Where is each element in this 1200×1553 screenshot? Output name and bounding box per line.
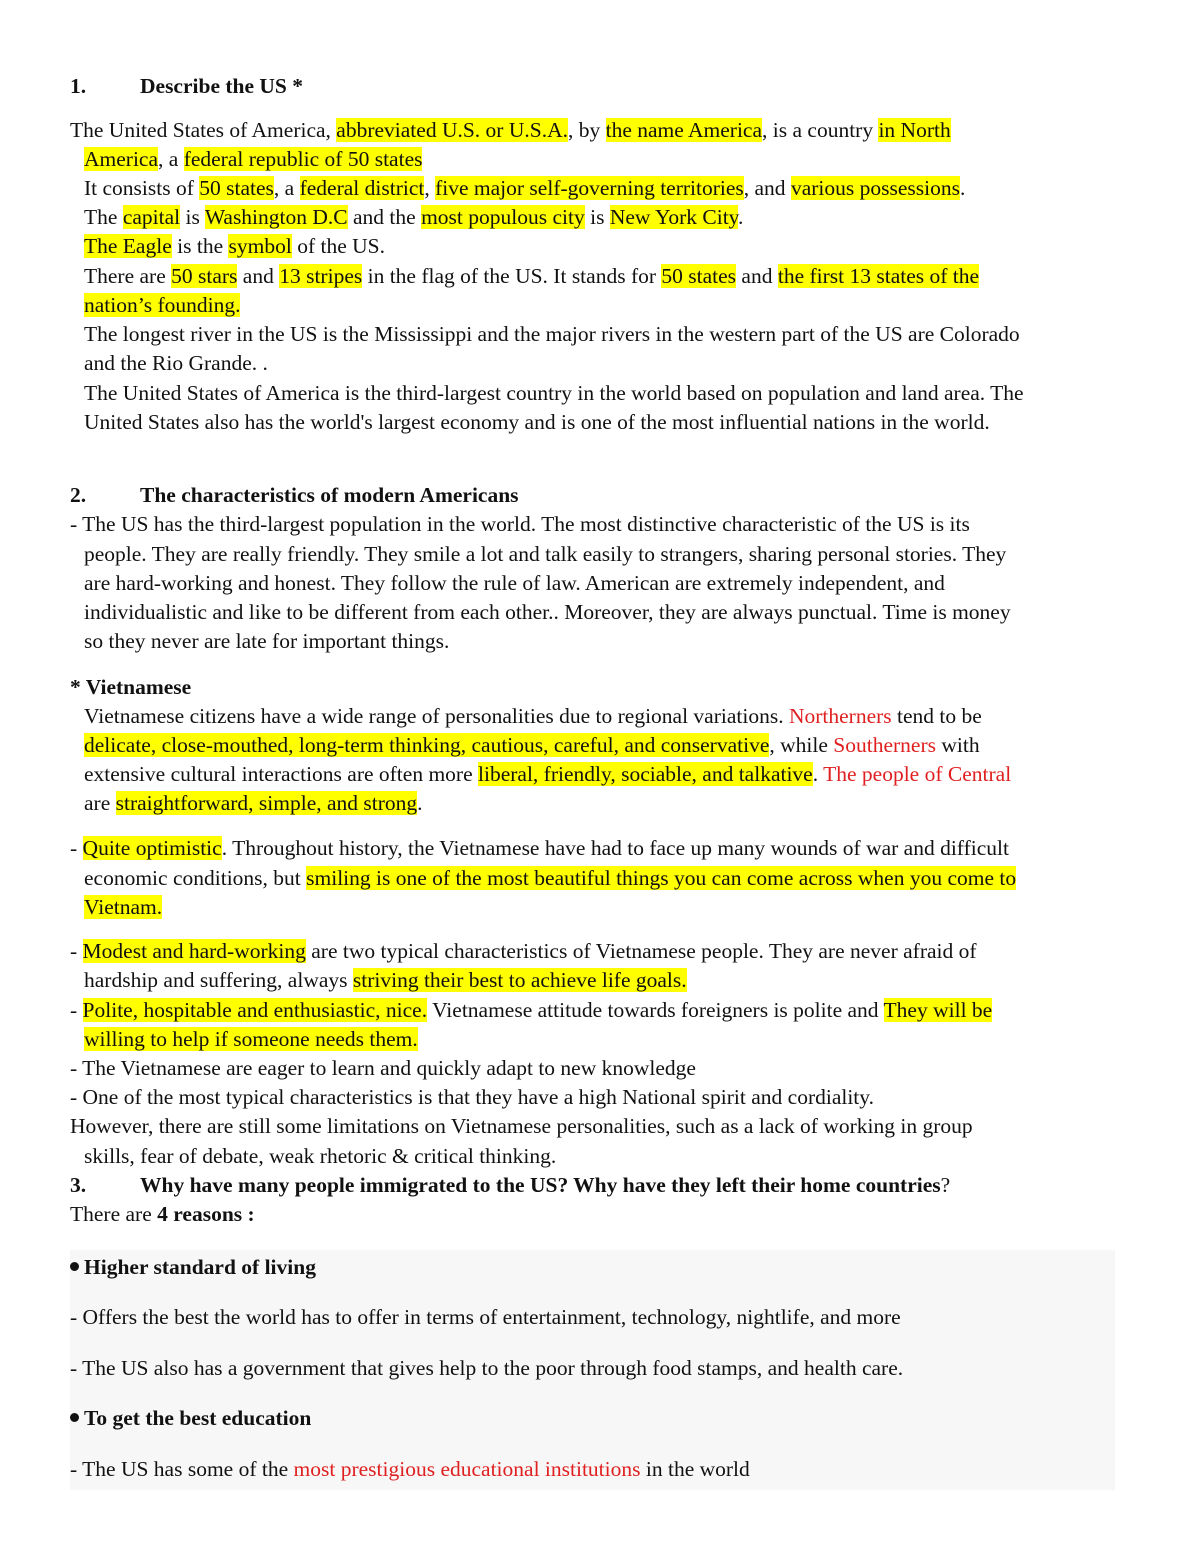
optimistic-line-2: economic conditions, but smiling is one of the most beautiful things you can come across when you come to xyxy=(84,866,1017,890)
reason-1-point-a: - Offers the best the world has to offer in terms of entertainment, technology, nightlife, and more xyxy=(70,1305,901,1329)
section-3-title: Why have many people immigrated to the US? Why have they left their home countries? xyxy=(140,1173,951,1197)
section-3-number: 3. xyxy=(70,1173,87,1197)
section-1-title: Describe the US * xyxy=(140,74,304,98)
section-1-number: 1. xyxy=(70,74,87,98)
s2-line-1: - The US has the third-largest population in the world. The most distinctive characteristic of the US is its xyxy=(70,512,970,536)
however-line-2: skills, fear of debate, weak rhetoric & critical thinking. xyxy=(84,1144,557,1168)
s1-line-3: It consists of 50 states, a federal district, five major self-governing territories, and various possessions. xyxy=(84,176,966,200)
optimistic-line-3: Vietnam. xyxy=(84,895,163,919)
viet-line-2: delicate, close-mouthed, long-term thinking, cautious, careful, and conservative, while Southerners with xyxy=(84,733,980,757)
s1-line-8: The longest river in the US is the Mississippi and the major rivers in the western part of the US are Colorado xyxy=(84,322,1020,346)
reason-2-heading: To get the best education xyxy=(70,1404,311,1434)
s1-line-9: and the Rio Grande. . xyxy=(84,351,268,375)
vietnamese-heading: * Vietnamese xyxy=(70,675,192,699)
s1-line-5: The Eagle is the symbol of the US. xyxy=(84,234,385,258)
s1-line-2: America, a federal republic of 50 states xyxy=(84,147,423,171)
s1-line-4: The capital is Washington D.C and the most populous city is New York City. xyxy=(84,205,744,229)
s1-line-11: United States also has the world's largest economy and is one of the most influential nations in the world. xyxy=(84,410,990,434)
spirit-line: - One of the most typical characteristics is that they have a high National spirit and cordiality. xyxy=(70,1085,875,1109)
eager-line: - The Vietnamese are eager to learn and quickly adapt to new knowledge xyxy=(70,1056,696,1080)
bullet-icon xyxy=(70,1262,79,1271)
s1-line-1: The United States of America, abbreviated U.S. or U.S.A., by the name America, is a country in North xyxy=(70,118,951,142)
viet-line-4: are straightforward, simple, and strong. xyxy=(84,791,423,815)
s1-line-7: nation’s founding. xyxy=(84,293,241,317)
s2-line-3: are hard-working and honest. They follow the rule of law. American are extremely independent, and xyxy=(84,571,945,595)
s1-line-6: There are 50 stars and 13 stripes in the flag of the US. It stands for 50 states and the first 13 states of the xyxy=(84,264,980,288)
s1-line-10: The United States of America is the third-largest country in the world based on population and land area. The xyxy=(84,381,1024,405)
however-line-1: However, there are still some limitations on Vietnamese personalities, such as a lack of working in group xyxy=(70,1114,973,1138)
s2-line-4: individualistic and like to be different from each other.. Moreover, they are always punctual. Time is money xyxy=(84,600,1011,624)
reason-1-point-b: - The US also has a government that gives help to the poor through food stamps, and health care. xyxy=(70,1356,904,1380)
reason-2-point-a: - The US has some of the most prestigious educational institutions in the world xyxy=(70,1457,750,1481)
polite-line-2: willing to help if someone needs them. xyxy=(84,1027,418,1051)
modest-line-1: - Modest and hard-working are two typical characteristics of Vietnamese people. They are never afraid of xyxy=(70,939,977,963)
reasons-intro: There are 4 reasons : xyxy=(70,1202,255,1226)
s2-line-5: so they never are late for important things. xyxy=(84,629,450,653)
viet-line-1: Vietnamese citizens have a wide range of personalities due to regional variations. Northerners tend to be xyxy=(84,704,982,728)
s2-line-2: people. They are really friendly. They smile a lot and talk easily to strangers, sharing personal stories. They xyxy=(84,542,1007,566)
section-2-title: The characteristics of modern Americans xyxy=(140,483,519,507)
polite-line-1: - Polite, hospitable and enthusiastic, nice. Vietnamese attitude towards foreigners is polite and They will be xyxy=(70,998,993,1022)
viet-line-3: extensive cultural interactions are often more liberal, friendly, sociable, and talkative. The people of Central xyxy=(84,762,1012,786)
bullet-icon xyxy=(70,1413,79,1422)
optimistic-line-1: - Quite optimistic. Throughout history, the Vietnamese have had to face up many wounds of war and difficult xyxy=(70,836,1009,860)
reason-1-heading: Higher standard of living xyxy=(70,1253,316,1283)
modest-line-2: hardship and suffering, always striving their best to achieve life goals. xyxy=(84,968,687,992)
section-2-number: 2. xyxy=(70,483,87,507)
